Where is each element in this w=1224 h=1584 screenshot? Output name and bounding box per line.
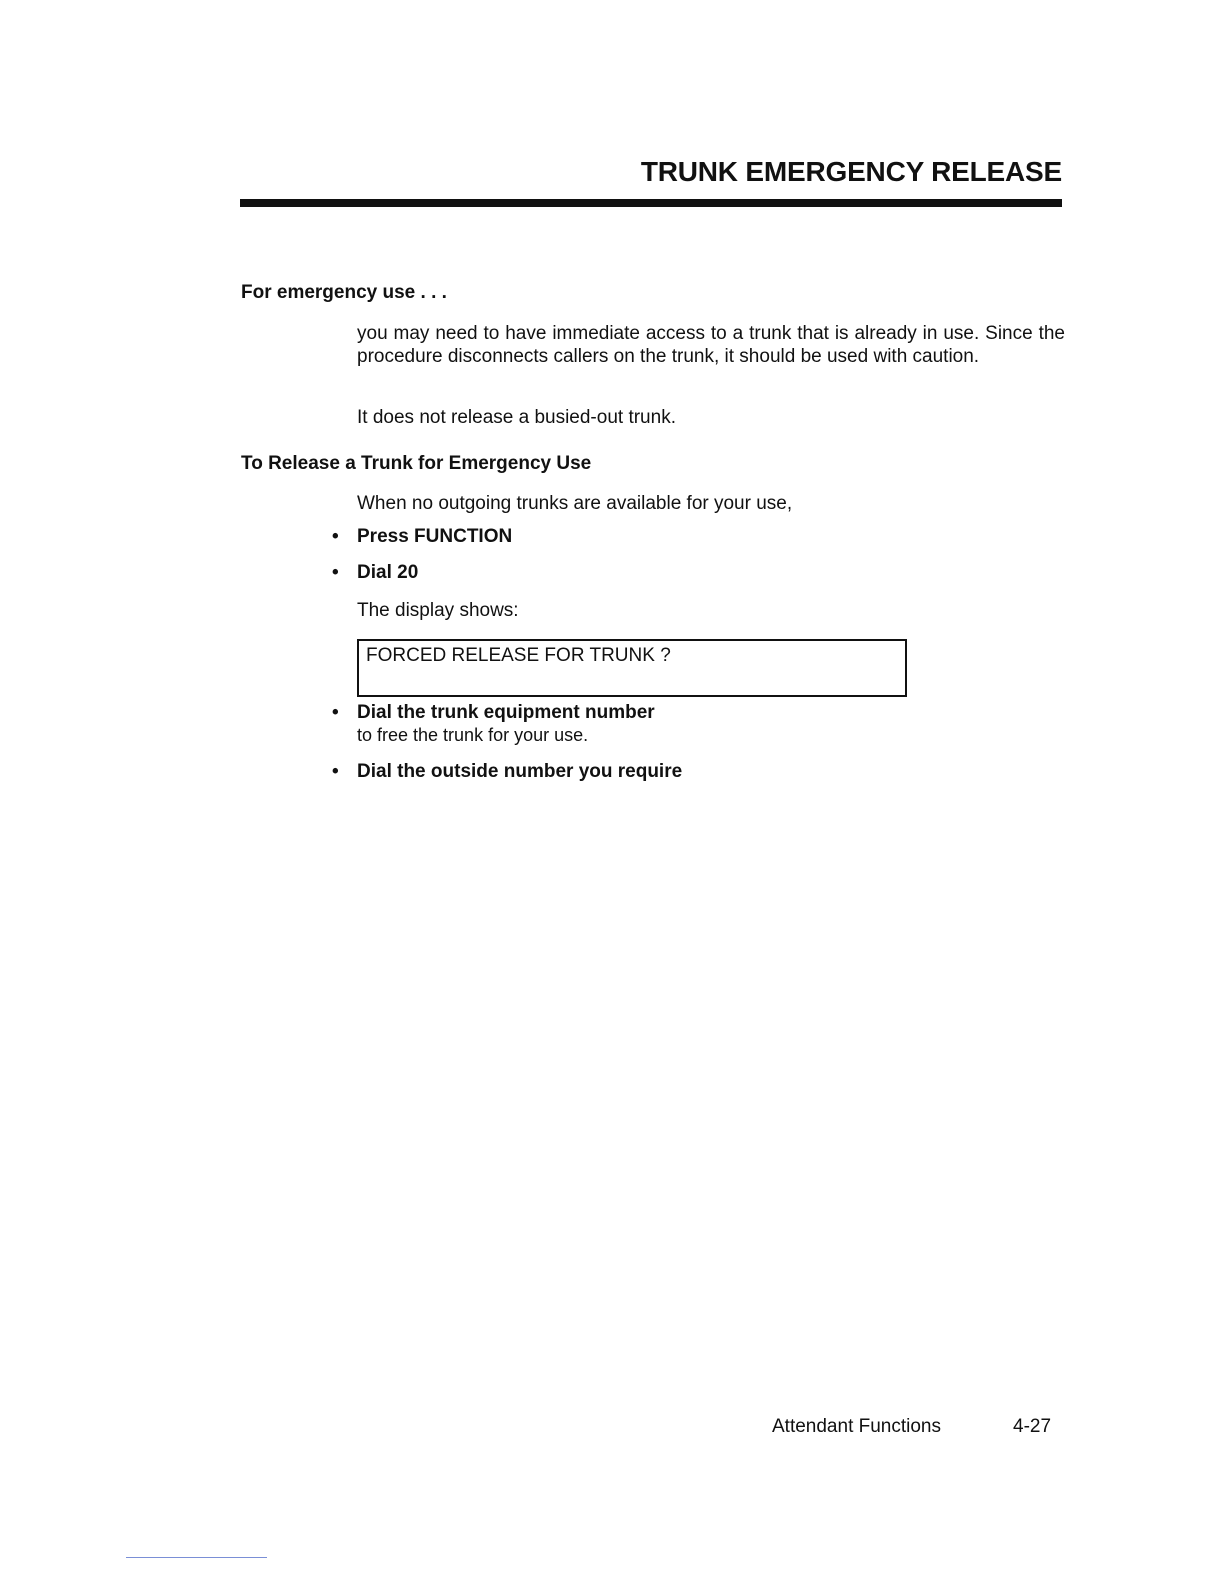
bullet-icon: • bbox=[332, 702, 339, 723]
bullet-icon: • bbox=[332, 526, 339, 547]
step-label: Dial the outside number you require bbox=[357, 761, 683, 782]
footer-section-name: Attendant Functions bbox=[772, 1416, 941, 1437]
scan-artifact-line bbox=[126, 1557, 267, 1558]
step-dial-outside-number bbox=[332, 760, 682, 783]
display-caption: The display shows: bbox=[357, 600, 519, 621]
title-rule bbox=[240, 199, 1062, 207]
step-dial-20 bbox=[332, 561, 418, 584]
page-title: TRUNK EMERGENCY RELEASE bbox=[640, 156, 1062, 187]
step-label: Dial 20 bbox=[357, 562, 419, 583]
step-label: Dial the trunk equipment number bbox=[357, 702, 655, 723]
release-intro: When no outgoing trunks are available for your use, bbox=[357, 493, 793, 514]
bullet-icon: • bbox=[332, 761, 339, 782]
step-label: Press FUNCTION bbox=[357, 526, 513, 547]
emergency-heading: For emergency use . . . bbox=[241, 282, 447, 303]
step-dial-trunk-number bbox=[332, 701, 655, 746]
display-readout-text: FORCED RELEASE FOR TRUNK ? bbox=[366, 645, 671, 666]
release-heading: To Release a Trunk for Emergency Use bbox=[241, 453, 592, 474]
step-detail: to free the trunk for your use. bbox=[357, 725, 589, 745]
bullet-icon: • bbox=[332, 562, 339, 583]
emergency-paragraph: you may need to have immediate access to a trunk that is already in use. Since the procedure disconnects callers on the trunk, it should be used with caution. bbox=[357, 323, 1065, 367]
busied-out-note: It does not release a busied-out trunk. bbox=[357, 407, 676, 428]
footer-page-number: 4-27 bbox=[1013, 1416, 1052, 1437]
step-press-function bbox=[332, 525, 512, 548]
display-readout-box bbox=[357, 639, 907, 697]
